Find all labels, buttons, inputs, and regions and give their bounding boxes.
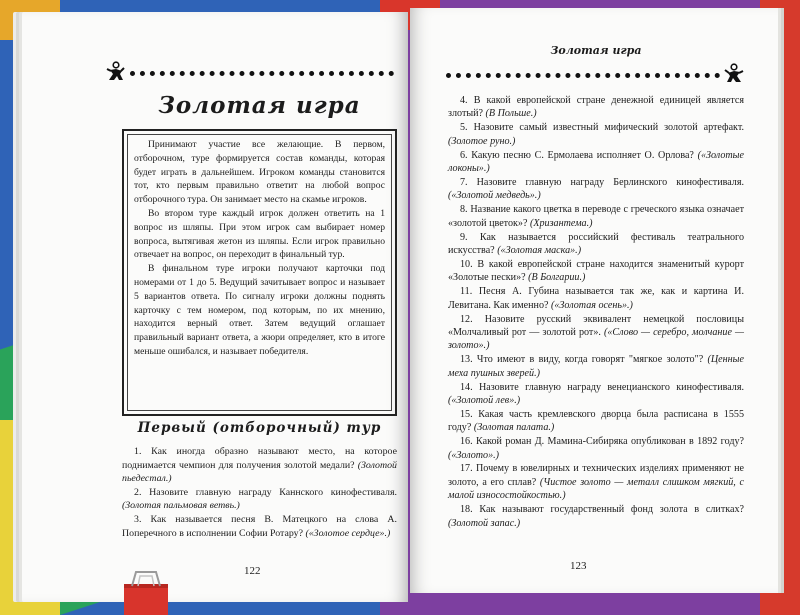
question-text: 10. В какой европейской стране находится знаменитый курорт «Золотые пески»? (448, 258, 744, 284)
left-page (22, 12, 408, 602)
answer-text: (Чистое золото — металл слишком мягкий, с малой износостойкостью.) (448, 476, 744, 502)
rules-box (122, 129, 397, 416)
question-item (122, 486, 397, 513)
question-item (448, 381, 744, 408)
answer-text: («Золотые локоны».) (448, 149, 744, 175)
question-text: 4. В какой европейской стране денежной единицей является злотый? (448, 95, 744, 120)
answer-text: (Золотое руно.) (448, 135, 516, 147)
answer-text: (Золотой запас.) (448, 517, 521, 529)
answer-text: (Ценные меха пушных зверей.) (448, 354, 744, 379)
page-number: 123 (570, 560, 587, 572)
question-text: 13. Что имеют в виду, когда говорят "мягкое золото"? (460, 354, 704, 366)
question-text: 18. Как называют государственный фонд золота в слитках? (460, 504, 744, 516)
question-item (448, 231, 744, 258)
question-item (448, 176, 744, 203)
answer-text: («Золотой медведь».) (448, 190, 541, 202)
question-item (448, 121, 744, 148)
question-text: 11. Песня А. Губина называется так же, как и картина И. Левитана. Как именно? (448, 286, 744, 311)
question-item (448, 462, 744, 502)
question-item (448, 203, 744, 230)
question-item (448, 503, 744, 530)
question-text: 8. Название какого цветка в переводе с греческого языка означает «золотой цветок»? (448, 204, 744, 229)
question-text: 6. Какую песню С. Ермолаева исполняет О. Орлова? (460, 149, 694, 161)
question-item (448, 353, 744, 380)
answer-text: («Золотое сердце».) (305, 527, 391, 539)
answer-text: (Хризантема.) (529, 217, 593, 229)
question-item (448, 408, 744, 435)
answer-text: (Золотой пьедестал.) (122, 459, 397, 485)
page-number: 122 (244, 565, 261, 577)
question-text: 9. Как называется российский фестиваль театрального искусства? (448, 231, 744, 256)
rules-paragraph: Принимают участие все желающие. В первом, отборочном, туре формируется состав команды, которая будет играть в дальнейшем. Игроком команды становится тот, кто первым правильно ответит на любой вопрос отборочного тура. Он занимает место на скамье игроков. (134, 139, 385, 206)
question-text: 16. Какой роман Д. Мамина-Сибиряка опубликован в 1892 году? (460, 436, 744, 448)
dancing-figure-icon (720, 62, 746, 86)
answer-text: (Золотая пальмовая ветвь.) (122, 500, 240, 512)
binder-clip-icon (122, 570, 170, 615)
rules-paragraph: Во втором туре каждый игрок должен ответить на 1 вопрос из шляпы. При этом игрок сам выбирает номер вопроса, вытягивая жетон из шляпы. Если игрок правильно отвечает на вопрос, он переходит в финальный тур. (134, 207, 385, 261)
answer-text: («Золото».) (448, 449, 500, 461)
question-text: 3. Как называется песня В. Матецкого на слова А. Поперечного в исполнении Софии Ротару? (122, 513, 397, 539)
answer-text: (В Болгарии.) (528, 272, 586, 284)
question-text: 1. Как иногда образно называют место, на которое поднимается чемпион для получения золотой медали? (122, 446, 397, 471)
question-text: 12. Назовите русский эквивалент немецкой пословицы «Молчаливый рот — золотой рот». (448, 313, 744, 338)
question-text: 7. Назовите главную награду Берлинского кинофестиваля. (460, 176, 744, 188)
question-text: 5. Назовите самый известный мифический золотой артефакт. (460, 122, 744, 134)
question-text: 2. Назовите главную награду Каннского кинофестиваля. (134, 486, 397, 498)
section-title: Первый (отборочный) тур (137, 420, 382, 436)
dancing-figure-icon (104, 60, 130, 84)
right-ornament (446, 62, 746, 86)
question-item (448, 149, 744, 176)
question-item (448, 94, 744, 121)
answer-text: («Золотая маска».) (497, 244, 582, 256)
answer-text: («Золотая осень».) (551, 299, 633, 311)
right-page (410, 8, 778, 593)
answer-text: («Золотой лев».) (448, 394, 521, 406)
chapter-title: Золотая игра (158, 92, 361, 119)
question-item (448, 313, 744, 353)
question-text: 14. Назовите главную награду венецианского кинофестиваля. (460, 381, 744, 393)
answer-text: (Золотая палата.) (473, 422, 555, 434)
question-item (122, 513, 397, 540)
running-head: Золотая игра (550, 44, 642, 57)
answer-text: («Слово — серебро, молчание — золото».) (448, 326, 744, 352)
question-text: 17. Почему в ювелирных и технических изделиях применяют не золото, а его сплав? (448, 463, 744, 488)
question-item (448, 258, 744, 285)
answer-text: (В Польше.) (485, 108, 537, 120)
rules-paragraph: В финальном туре игроки получают карточки под номерами от 1 до 5. Ведущий зачитывает вопрос и называет 5 вариантов ответа. По сигналу игроки должны поднять карточку с тем номером, под которым, по их мнению, находится верный ответ. Затем ведущий оглашает правильный вариант ответа, а жюри определяет, кто в итоге меньше ошибался, и называет победителя. (134, 263, 385, 357)
question-item (122, 445, 397, 486)
question-item (448, 285, 744, 312)
question-text: 15. Какая часть кремлевского дворца была расписана в 1555 году? (448, 408, 744, 434)
left-ornament (104, 60, 394, 84)
question-list (448, 94, 744, 531)
question-item (448, 435, 744, 462)
question-list (122, 445, 397, 540)
